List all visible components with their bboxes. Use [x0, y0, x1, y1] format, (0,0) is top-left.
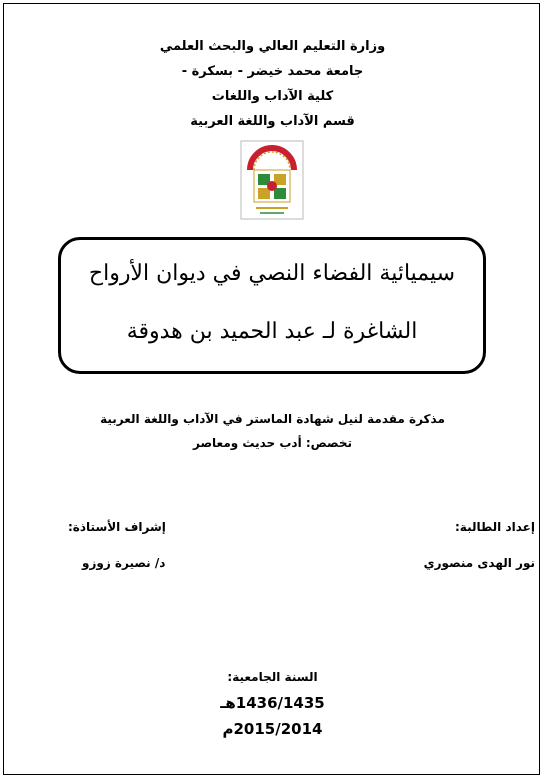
university-logo-icon: [240, 140, 304, 220]
thesis-title-line-2: الشاغرة لـ عبد الحميد بن هدوقة: [126, 319, 418, 344]
thesis-title-box: [58, 237, 486, 374]
supervisor-label: إشراف الأستاذة:: [68, 520, 166, 534]
academic-year-gregorian: 2015/2014م: [222, 720, 323, 738]
student-label: إعداد الطالبة:: [455, 520, 535, 534]
university-name: جامعة محمد خيضر - بسكرة -: [181, 64, 364, 79]
thesis-title-line-1: سيميائية الفضاء النصي في ديوان الأرواح: [88, 261, 456, 286]
memo-specialty: تخصص: أدب حديث ومعاصر: [192, 436, 353, 450]
department-name: قسم الآداب واللغة العربية: [190, 114, 355, 129]
header: [0, 34, 545, 134]
supervisor-name: د/ نصيرة زوزو: [82, 556, 166, 570]
faculty-name: كلية الآداب واللغات: [211, 89, 334, 104]
memo-description: [0, 407, 545, 455]
academic-year: [0, 664, 545, 742]
academic-year-hijri: 1436/1435هـ: [220, 694, 325, 712]
ministry-name: وزارة التعليم العالي والبحث العلمي: [159, 39, 386, 54]
academic-year-label: السنة الجامعية:: [227, 670, 318, 684]
memo-purpose: مذكرة مقدمة لنيل شهادة الماستر في الآداب واللغة العربية: [100, 412, 445, 426]
student-name: نور الهدى منصوري: [423, 556, 535, 570]
university-logo: [240, 140, 304, 220]
